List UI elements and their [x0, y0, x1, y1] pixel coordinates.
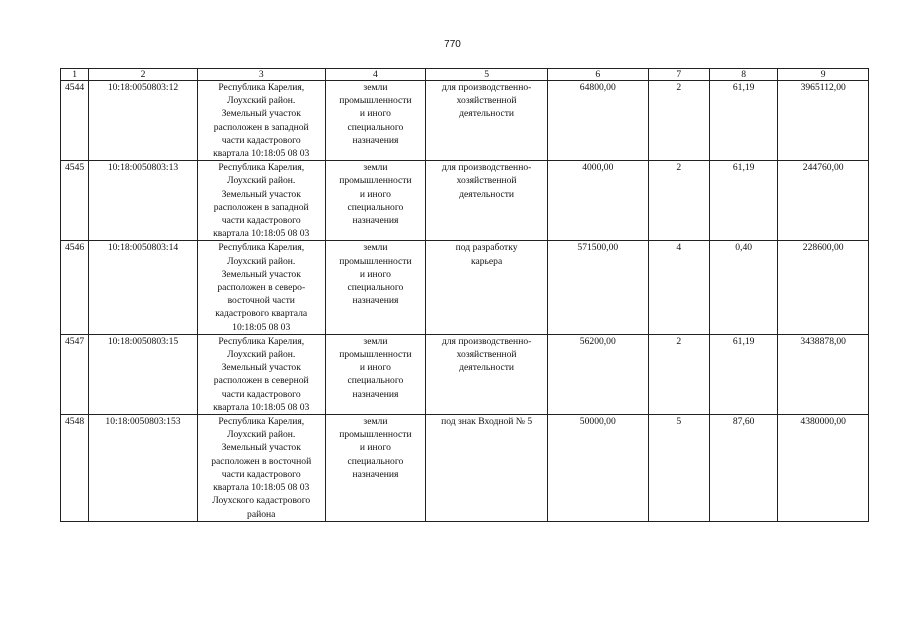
column-header: 1	[61, 69, 89, 81]
table-row	[61, 241, 869, 334]
permitted-use-cell: под знак Входной № 5	[426, 415, 548, 522]
area-cell: 4000,00	[547, 161, 648, 241]
cadastral-value-cell: 228600,00	[778, 241, 869, 334]
area-cell: 571500,00	[547, 241, 648, 334]
rate-cell: 61,19	[709, 81, 777, 161]
address-cell: Республика Карелия, Лоухский район. Земельный участок расположен в северо- восточной части кадастрового квартала 10:18:05 08 03	[197, 241, 325, 334]
rate-cell: 61,19	[709, 161, 777, 241]
column-header: 8	[709, 69, 777, 81]
table-row	[61, 334, 869, 414]
cadastral-value-cell: 4380000,00	[778, 415, 869, 522]
permitted-use-cell: для производственно- хозяйственной деятельности	[426, 334, 548, 414]
area-cell: 56200,00	[547, 334, 648, 414]
row-number-cell: 4545	[61, 161, 89, 241]
row-number-cell: 4544	[61, 81, 89, 161]
group-cell: 2	[648, 161, 709, 241]
row-number-cell: 4547	[61, 334, 89, 414]
land-category-cell: земли промышленности и иного специального назначения	[325, 81, 426, 161]
rate-cell: 61,19	[709, 334, 777, 414]
land-category-cell: земли промышленности и иного специального назначения	[325, 334, 426, 414]
cadastral-value-cell: 3438878,00	[778, 334, 869, 414]
permitted-use-cell: для производственно- хозяйственной деятельности	[426, 161, 548, 241]
cadastral-number-cell: 10:18:0050803:153	[89, 415, 198, 522]
column-header: 9	[778, 69, 869, 81]
column-header: 3	[197, 69, 325, 81]
address-cell: Республика Карелия, Лоухский район. Земельный участок расположен в восточной части кадастрового квартала 10:18:05 08 03 Лоухского кадастрового района	[197, 415, 325, 522]
cadastral-number-cell: 10:18:0050803:14	[89, 241, 198, 334]
land-category-cell: земли промышленности и иного специального назначения	[325, 415, 426, 522]
row-number-cell: 4548	[61, 415, 89, 522]
rate-cell: 87,60	[709, 415, 777, 522]
group-cell: 2	[648, 334, 709, 414]
land-category-cell: земли промышленности и иного специального назначения	[325, 161, 426, 241]
group-cell: 5	[648, 415, 709, 522]
cadastral-number-cell: 10:18:0050803:12	[89, 81, 198, 161]
area-cell: 50000,00	[547, 415, 648, 522]
land-registry-table	[60, 68, 869, 522]
rate-cell: 0,40	[709, 241, 777, 334]
column-header: 4	[325, 69, 426, 81]
address-cell: Республика Карелия, Лоухский район. Земельный участок расположен в северной части кадастрового квартала 10:18:05 08 03	[197, 334, 325, 414]
column-header: 5	[426, 69, 548, 81]
cadastral-value-cell: 244760,00	[778, 161, 869, 241]
address-cell: Республика Карелия, Лоухский район. Земельный участок расположен в западной части кадастрового квартала 10:18:05 08 03	[197, 161, 325, 241]
cadastral-value-cell: 3965112,00	[778, 81, 869, 161]
row-number-cell: 4546	[61, 241, 89, 334]
area-cell: 64800,00	[547, 81, 648, 161]
table-row	[61, 81, 869, 161]
group-cell: 4	[648, 241, 709, 334]
column-header: 2	[89, 69, 198, 81]
column-header: 6	[547, 69, 648, 81]
permitted-use-cell: под разработку карьера	[426, 241, 548, 334]
table-row	[61, 161, 869, 241]
cadastral-number-cell: 10:18:0050803:13	[89, 161, 198, 241]
cadastral-number-cell: 10:18:0050803:15	[89, 334, 198, 414]
table-row	[61, 415, 869, 522]
permitted-use-cell: для производственно- хозяйственной деятельности	[426, 81, 548, 161]
address-cell: Республика Карелия, Лоухский район. Земельный участок расположен в западной части кадастрового квартала 10:18:05 08 03	[197, 81, 325, 161]
column-number-row	[61, 69, 869, 81]
page-number: 770	[444, 39, 461, 50]
column-header: 7	[648, 69, 709, 81]
group-cell: 2	[648, 81, 709, 161]
land-category-cell: земли промышленности и иного специального назначения	[325, 241, 426, 334]
